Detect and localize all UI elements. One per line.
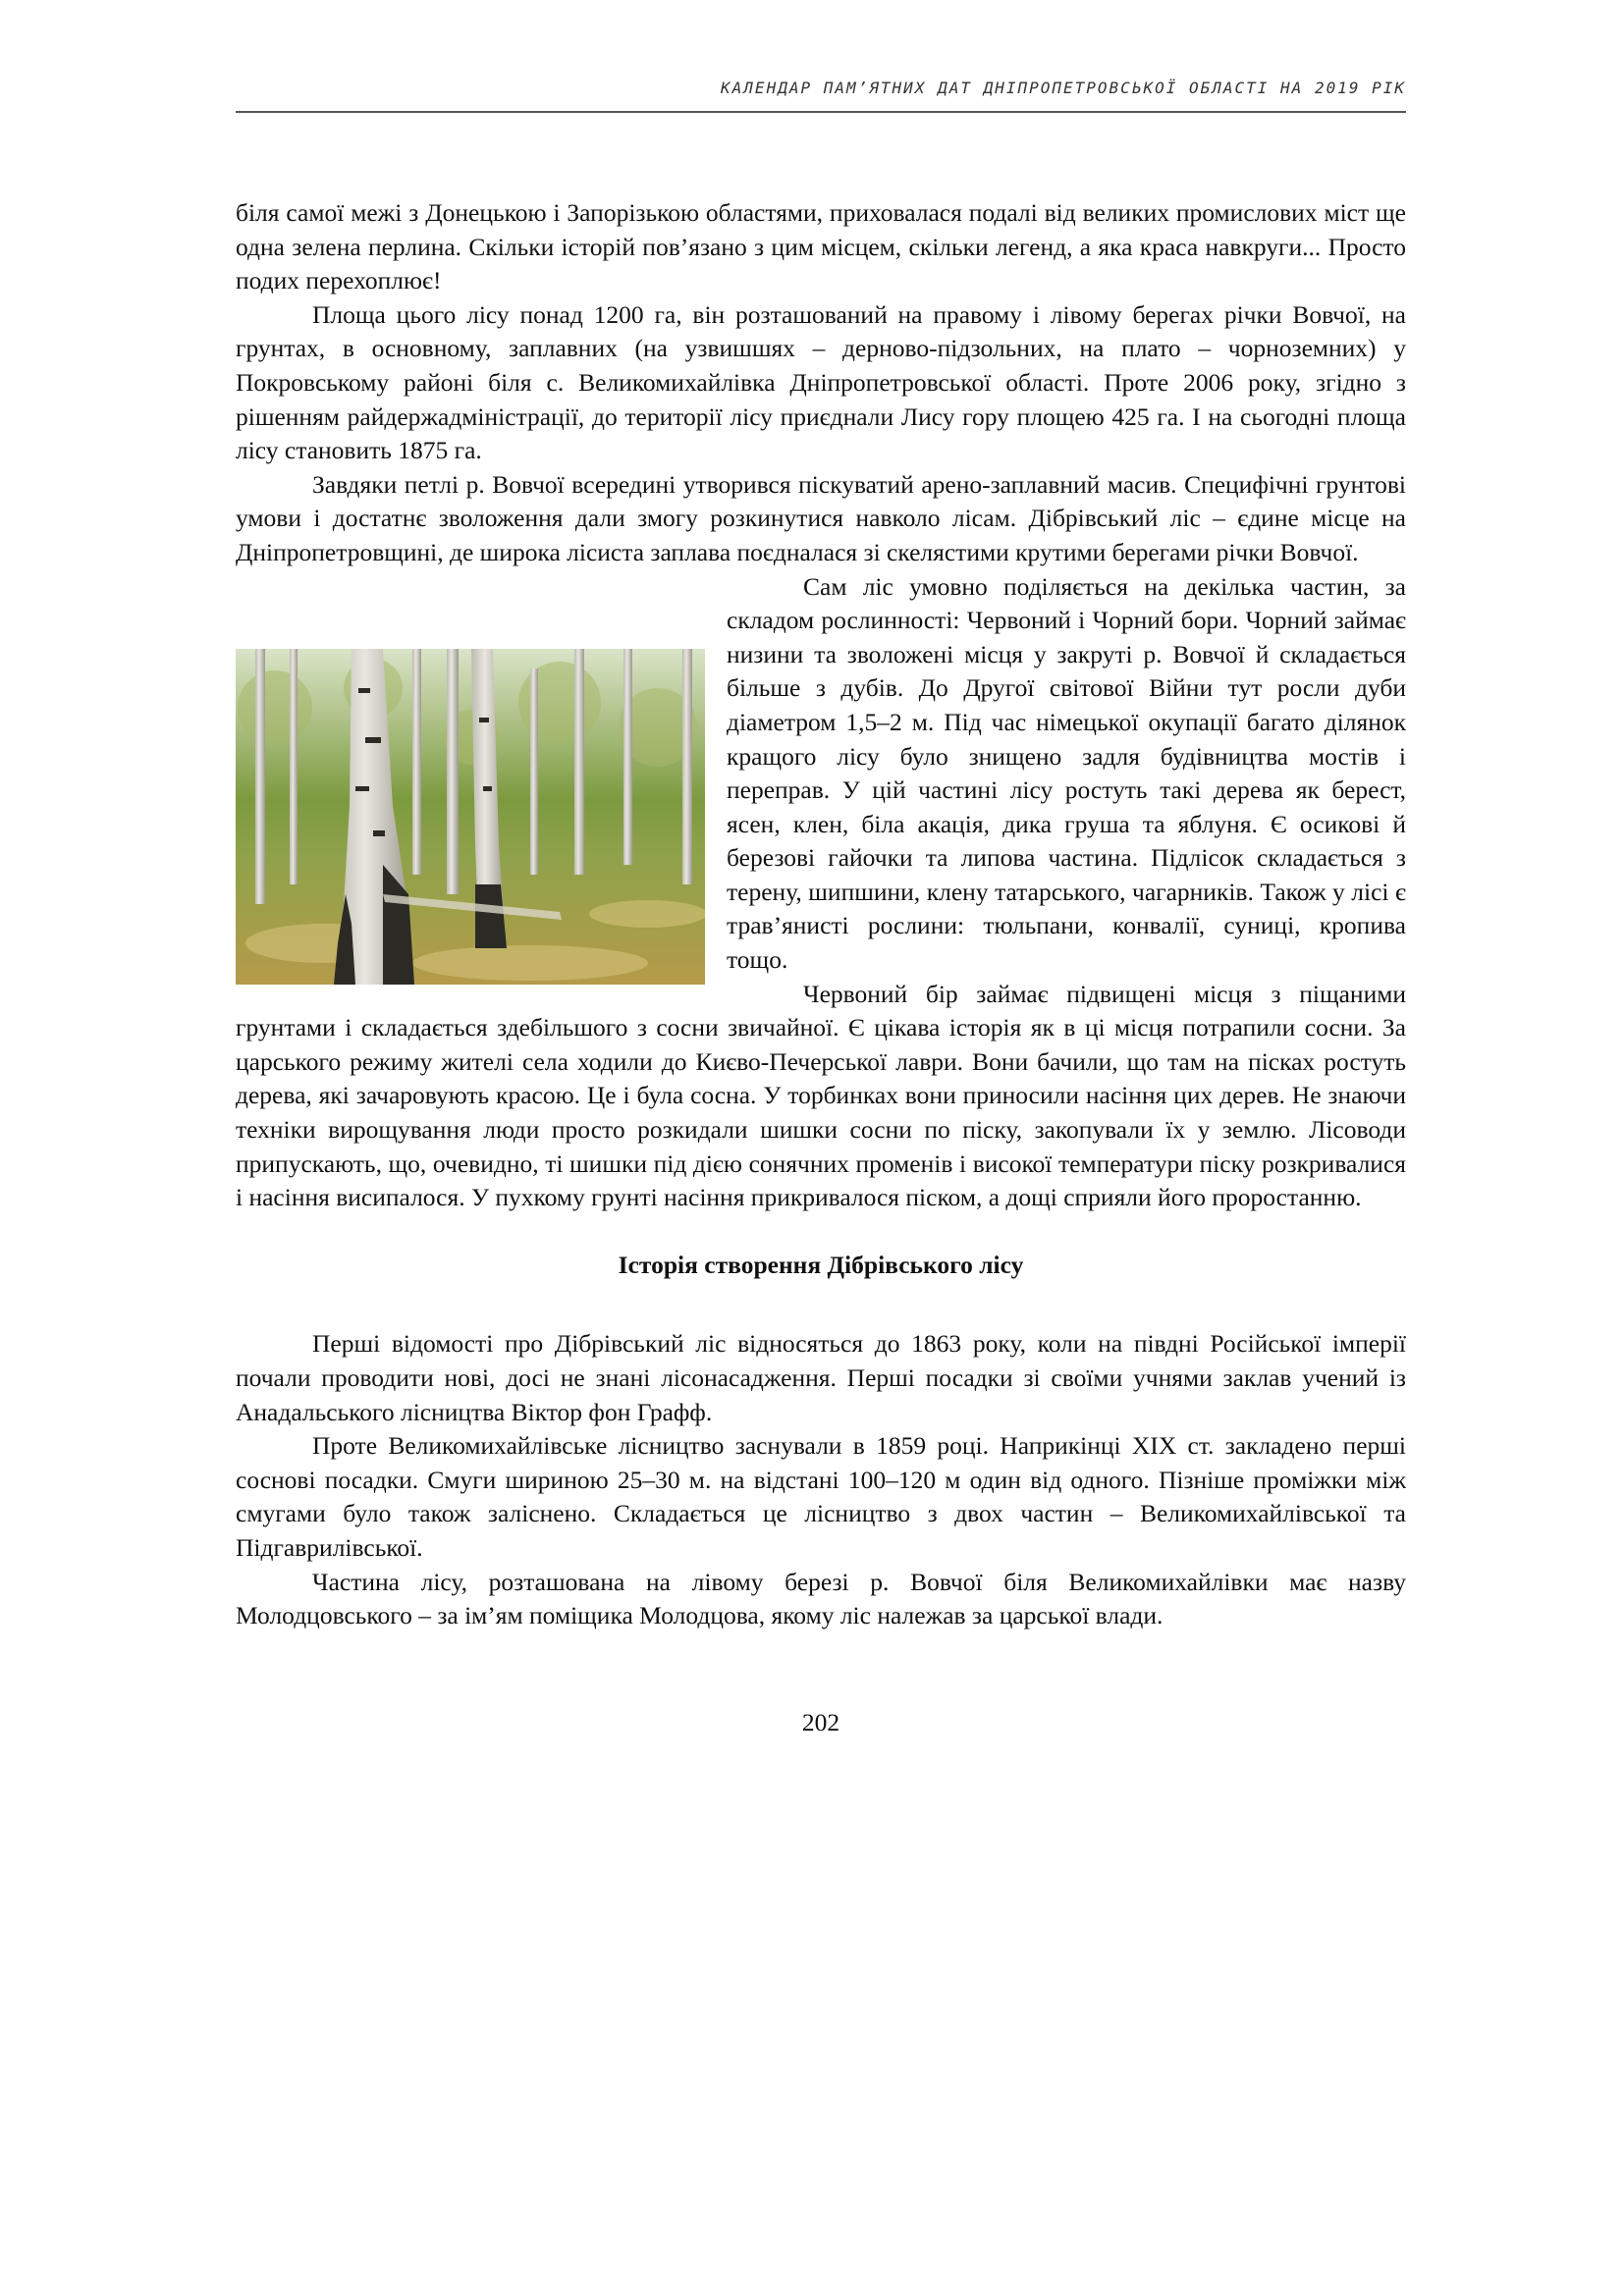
forest-photo <box>236 649 705 985</box>
paragraph-4-text <box>236 570 1406 978</box>
section-paragraph-2: Проте Великомихайлівське лісництво заснували в 1859 році. Наприкінці ХІХ ст. закладено перші соснові посадки. Смуги шириною 25–30 м. на відстані 100–120 м один від одного. Пізніше проміжки між смугами було також заліснено. Складається це лісництво з двох частин – Великомихайлівської та Підгаврилівської. <box>236 1431 1406 1562</box>
paragraph-3: Завдяки петлі р. Вовчої всередині утворився піскуватий арено-заплавний масив. Специфічні грунтові умови і достатнє зволоження дали змогу розкинутися навколо лісам. Дібрівський ліс – єдине місце на Дніпропетровщині, де широка лісиста заплава поєдналася зі скелястими крутими берегами річки Вовчої. <box>236 469 1406 566</box>
section-paragraph-1: Перші відомості про Дібрівський ліс відносяться до 1863 року, коли на півдні Російської імперії почали проводити нові, досі не знані лісонасадження. Перші посадки зі своїми учнями заклав учений із Анадальського лісництва Віктор фон Графф. <box>236 1329 1406 1426</box>
article-body <box>236 196 1406 1633</box>
header-rule <box>236 111 1406 113</box>
paragraph-4-content: Сам ліс умовно поділяється на декілька частин, за складом рослинності: Червоний і Чорний бори. Чорний займає низини та зволожені місця у закруті р. Вовчої й складається більше з дубів. До Другої світової Війни тут росли дуби діаметром 1,5–2 м. Під час німецької окупації багато ділянок кращого лісу було знищено задля будівництва мостів і переправ. У цій частині лісу ростуть такі дерева як берест, ясен, клен, біла акація, дика груша та яблуня. Є осикові й березові гайочки та липова частина. Підлісок складається з терену, шипшини, клену татарського, чагарників. Також у лісі є трав’янисті рослини: тюльпани, конвалії, суниці, кропива тощо. <box>727 571 1406 975</box>
section-heading: Історія створення Дібрівського лісу <box>618 1250 1024 1279</box>
paragraph-1: біля самої межі з Донецькою і Запорізькою областями, приховалася подалі від великих промислових міст ще одна зелена перлина. Скільки історій пов’язано з цим місцем, скільки легенд, а яка краса навкруги... Просто подих перехоплює! <box>236 198 1406 295</box>
page-number: 202 <box>801 1708 840 1736</box>
paragraph-with-image-block <box>236 570 1406 978</box>
running-header: КАЛЕНДАР ПАМ’ЯТНИХ ДАТ ДНІПРОПЕТРОВСЬКОЇ ОБЛАСТІ НА 2019 РІК <box>721 79 1406 97</box>
section-paragraph-3: Частина лісу, розташована на лівому березі р. Вовчої біля Великомихайлівки має назву Молодцовського – за ім’ям поміщика Молодцова, якому ліс належав за царської влади. <box>236 1567 1406 1630</box>
paragraph-2: Площа цього лісу понад 1200 га, він розташований на правому і лівому берегах річки Вовчої, на грунтах, в основному, заплавних (на узвишшях – дерново-підзольних, на плато – чорноземних) у Покровському районі біля с. Великомихайлівка Дніпропетровської області. Проте 2006 року, згідно з рішенням райдержадміністрації, до території лісу приєднали Лису гору площею 425 га. І на сьогодні площа лісу становить 1875 га. <box>236 299 1406 465</box>
paragraph-5: Червоний бір займає підвищені місця з піщаними грунтами і складається здебільшого з сосни звичайної. Є цікава історія як в ці місця потрапили сосни. За царського режиму жителі села ходили до Києво-Печерської лаври. Вони бачили, що там на пісках ростуть дерева, які зачаровують красою. Це і була сосна. У торбинках вони приносили насіння цих дерев. Не знаючи техніки вирощування люди просто розкидали шишки сосни по піску, закопували їх у землю. Лісоводи припускають, що, очевидно, ті шишки під дією сонячних променів і високої температури піску розкривалися і насіння висипалося. У пухкому грунті насіння прикривалося піском, а дощі сприяли його проростанню. <box>236 979 1406 1212</box>
forest-photo-illustration <box>236 649 705 985</box>
